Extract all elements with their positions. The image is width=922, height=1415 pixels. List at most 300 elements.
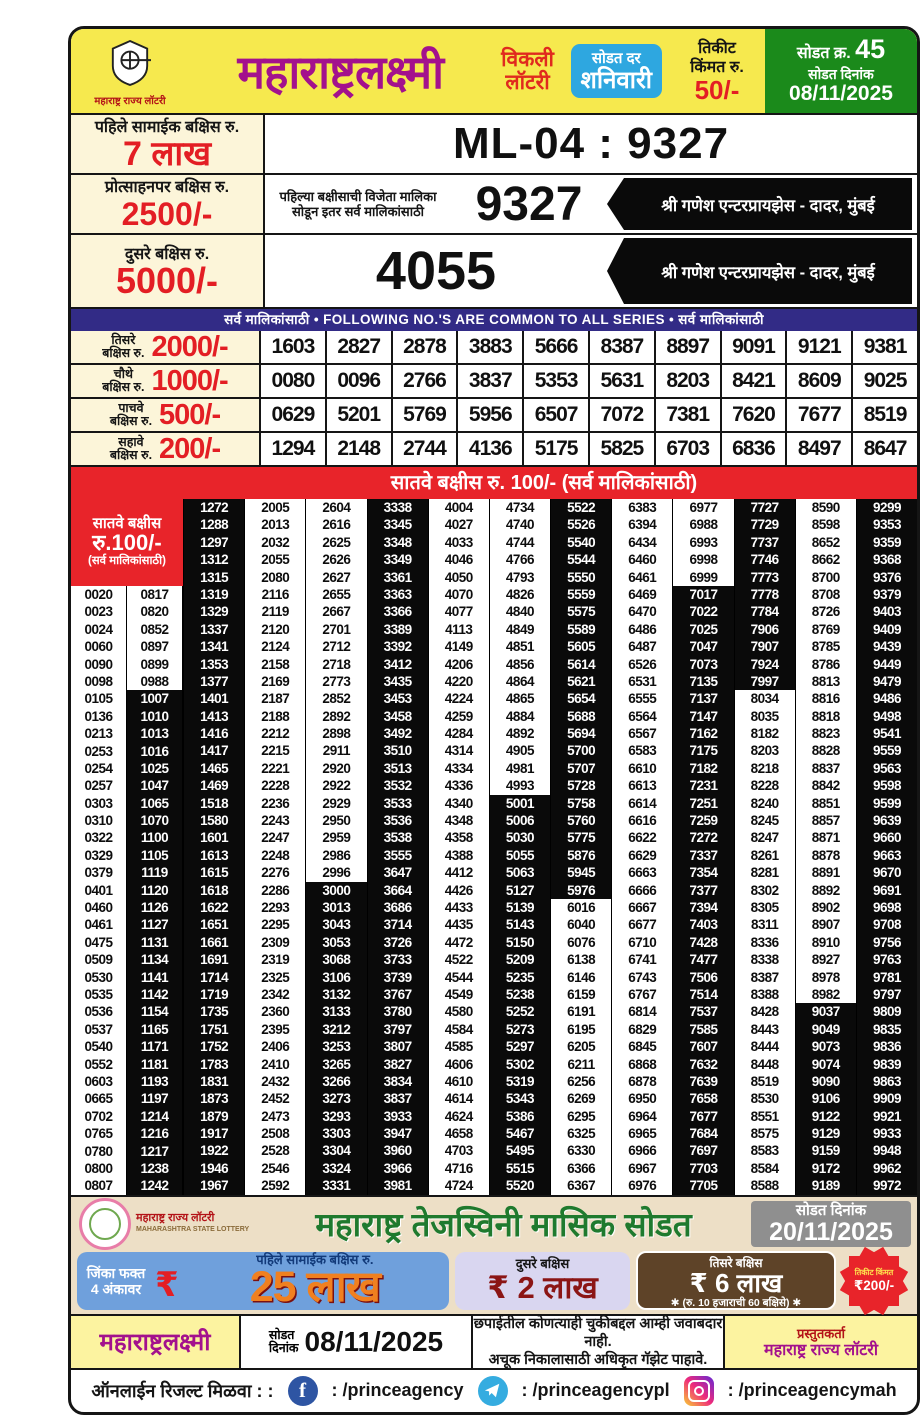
seventh-prize-number: 8588 <box>735 1177 795 1194</box>
seventh-prize-number: 6191 <box>551 1003 611 1020</box>
seventh-prize-number: 3043 <box>306 916 366 933</box>
seventh-prize-number: 7022 <box>673 603 733 620</box>
prize-number: 8519 <box>851 399 917 431</box>
seventh-prize-number: 8034 <box>735 690 795 707</box>
seventh-prize-number: 2959 <box>306 829 366 846</box>
seventh-prize-number: 2625 <box>306 534 366 551</box>
seventh-prize-number: 0379 <box>71 864 126 881</box>
prize-number: 5956 <box>456 399 522 431</box>
seventh-prize-number: 8927 <box>796 951 856 968</box>
seventh-prize-number: 8575 <box>735 1125 795 1142</box>
seventh-prize-number: 9479 <box>857 673 917 690</box>
seventh-prize-number: 9449 <box>857 656 917 673</box>
seventh-prize-number: 2616 <box>306 516 366 533</box>
seventh-prize-number: 1831 <box>184 1073 244 1090</box>
seventh-prize-number: 6950 <box>612 1090 672 1107</box>
seventh-prize-number: 0060 <box>71 638 126 655</box>
seventh-prize-number: 0852 <box>127 621 182 638</box>
seventh-prize-number: 6555 <box>612 690 672 707</box>
seventh-prize-number: 1312 <box>184 551 244 568</box>
seventh-prize-number: 5694 <box>551 725 611 742</box>
seventh-prize-number: 6195 <box>551 1021 611 1038</box>
seventh-prize-number: 9933 <box>857 1125 917 1142</box>
seventh-prize-number: 5001 <box>490 795 550 812</box>
prize-number: 5631 <box>588 365 654 397</box>
seventh-prize-number: 0540 <box>71 1038 126 1055</box>
seventh-prize-number: 1016 <box>127 743 182 760</box>
seventh-prize-number: 3132 <box>306 986 366 1003</box>
seventh-prize-number: 7428 <box>673 934 733 951</box>
seventh-prize-number: 0897 <box>127 638 182 655</box>
prize-number: 9121 <box>785 331 851 363</box>
seventh-prize-number: 3726 <box>368 934 428 951</box>
seventh-prize-number: 6583 <box>612 742 672 759</box>
seventh-prize-label: सातवे बक्षीस रु.100/- (सर्व मालिकांसाठी) <box>71 499 183 586</box>
seventh-prize-number: 9836 <box>857 1038 917 1055</box>
seventh-prize-number: 2773 <box>306 673 366 690</box>
seventh-prize-number: 7025 <box>673 621 733 638</box>
seventh-prize-number: 1691 <box>184 951 244 968</box>
seventh-prize-number: 8583 <box>735 1142 795 1159</box>
seventh-prize-number: 9299 <box>857 499 917 516</box>
seventh-prize-number: 5139 <box>490 899 550 916</box>
seventh-prize-number: 3533 <box>368 795 428 812</box>
seventh-prize-number: 2119 <box>245 603 305 620</box>
promo-second-prize-box: दुसरे बक्षिस ₹ 2 लाख <box>455 1252 630 1310</box>
seventh-prize-number: 7514 <box>673 986 733 1003</box>
seventh-prize-number: 1401 <box>184 690 244 707</box>
seventh-prize-number: 7997 <box>735 673 795 690</box>
seventh-prize-number: 9403 <box>857 603 917 620</box>
seventh-prize-number: 1618 <box>184 882 244 899</box>
seventh-prize-number: 7639 <box>673 1073 733 1090</box>
seventh-prize-number: 4716 <box>429 1160 489 1177</box>
seventh-prize-number: 1134 <box>127 951 182 968</box>
telegram-handle: : /princeagencypl <box>521 1380 670 1401</box>
seventh-prize-number: 6434 <box>612 534 672 551</box>
seventh-prize-number: 4340 <box>429 795 489 812</box>
seventh-prize-number: 4426 <box>429 882 489 899</box>
seventh-prize-number: 6845 <box>612 1038 672 1055</box>
prize-number: 2766 <box>391 365 457 397</box>
seventh-prize-number: 6878 <box>612 1073 672 1090</box>
seventh-prize-number: 6269 <box>551 1090 611 1107</box>
seventh-prize-number: 3714 <box>368 916 428 933</box>
consolation-note: पहिल्या बक्षीसाची विजेता मालिका सोडून इतर सर्व मालिकांसाठी <box>279 189 437 219</box>
footer-draw-date: सोडत दिनांक 08/11/2025 <box>241 1316 473 1368</box>
seventh-prize-number: 2627 <box>306 569 366 586</box>
seventh-prize-number: 0401 <box>71 882 126 899</box>
seventh-prize-number: 7137 <box>673 690 733 707</box>
seventh-prize-number: 4004 <box>429 499 489 516</box>
prize-number: 9025 <box>851 365 917 397</box>
consolation-prize-row <box>71 175 917 235</box>
seventh-prize-number: 1119 <box>127 864 182 881</box>
seventh-prize-number: 5522 <box>551 499 611 516</box>
seventh-prize-number: 0807 <box>71 1177 126 1194</box>
seventh-prize-number: 4046 <box>429 551 489 568</box>
seventh-prize-number: 0817 <box>127 586 182 603</box>
seventh-prize-number: 2342 <box>245 986 305 1003</box>
seventh-prize-number: 1010 <box>127 708 182 725</box>
seventh-prize-number: 5209 <box>490 951 550 968</box>
seventh-prize-number: 6076 <box>551 934 611 951</box>
consolation-number: 9327 <box>475 177 583 231</box>
seventh-prize-number: 3338 <box>368 499 428 516</box>
seventh-prize-number: 6663 <box>612 864 672 881</box>
seventh-prize-number: 9129 <box>796 1125 856 1142</box>
common-series-band: सर्व मालिकांसाठी • FOLLOWING NO.'S ARE COMMON TO ALL SERIES • सर्व मालिकांसाठी <box>71 309 917 331</box>
seventh-prize-number: 8336 <box>735 934 795 951</box>
seventh-prize-number: 8910 <box>796 934 856 951</box>
seventh-prize-number: 8203 <box>735 742 795 759</box>
seventh-prize-number: 5343 <box>490 1090 550 1107</box>
seventh-prize-number: 1735 <box>184 1003 244 1020</box>
seventh-prize-number: 1197 <box>127 1090 182 1107</box>
seventh-prize-number: 5467 <box>490 1125 550 1142</box>
seventh-prize-number: 3933 <box>368 1108 428 1125</box>
seventh-prize-number: 3106 <box>306 969 366 986</box>
seventh-prize-number: 8828 <box>796 742 856 759</box>
ticket-price: 50/- <box>694 74 740 105</box>
seventh-prize-number: 2592 <box>245 1177 305 1194</box>
seventh-prize-number: 2626 <box>306 551 366 568</box>
seventh-prize-number: 3733 <box>368 951 428 968</box>
seventh-prize-number: 5758 <box>551 795 611 812</box>
seventh-prize-number: 6677 <box>612 916 672 933</box>
seventh-prize-number: 1171 <box>127 1038 182 1055</box>
prize-number: 9091 <box>720 331 786 363</box>
first-prize-number: ML-04 : 9327 <box>452 119 730 168</box>
seventh-prize-number: 1329 <box>184 603 244 620</box>
seventh-prize-number: 6531 <box>612 673 672 690</box>
seventh-prize-column <box>71 586 127 1195</box>
seventh-prize-number: 7684 <box>673 1125 733 1142</box>
seventh-prize-number: 2395 <box>245 1021 305 1038</box>
seventh-prize-number: 2929 <box>306 795 366 812</box>
minor-prize-label: चौथे बक्षिस रु. 1000/- <box>71 365 261 397</box>
seventh-prize-number: 1377 <box>184 673 244 690</box>
seventh-prize-number: 3435 <box>368 673 428 690</box>
seventh-prize-number: 8652 <box>796 534 856 551</box>
seventh-prize-number: 8708 <box>796 586 856 603</box>
seventh-prize-number: 2528 <box>245 1142 305 1159</box>
seventh-prize-number: 5575 <box>551 603 611 620</box>
seventh-prize-number: 4549 <box>429 986 489 1003</box>
seventh-prize-number: 9660 <box>857 829 917 846</box>
seventh-prize-number: 7746 <box>735 551 795 568</box>
seventh-prize-number: 5030 <box>490 829 550 846</box>
seventh-prize-number: 4892 <box>490 725 550 742</box>
seventh-prize-number: 3647 <box>368 864 428 881</box>
seventh-prize-number: 8837 <box>796 760 856 777</box>
seventh-prize-number: 4864 <box>490 673 550 690</box>
seventh-prize-number: 5006 <box>490 812 550 829</box>
seventh-prize-number: 3780 <box>368 1003 428 1020</box>
seventh-prize-number: 2986 <box>306 847 366 864</box>
seventh-prize-number: 5775 <box>551 829 611 846</box>
prize-number: 8421 <box>720 365 786 397</box>
seventh-prize-number: 5495 <box>490 1142 550 1159</box>
prize-number: 0629 <box>271 403 315 426</box>
seventh-prize-number: 1651 <box>184 916 244 933</box>
seventh-prize-number: 4284 <box>429 725 489 742</box>
prize-number: 5666 <box>522 331 588 363</box>
rupee-icon: ₹ <box>155 1265 179 1304</box>
seventh-prize-number: 6159 <box>551 986 611 1003</box>
seventh-prize-number: 6461 <box>612 569 672 586</box>
seventh-prize-number: 0509 <box>71 951 126 968</box>
seventh-prize-number: 2432 <box>245 1073 305 1090</box>
seventh-prize-number: 4348 <box>429 812 489 829</box>
seventh-prize-number: 7073 <box>673 656 733 673</box>
seventh-prize-number: 4734 <box>490 499 550 516</box>
seventh-prize-number: 9122 <box>796 1108 856 1125</box>
seventh-prize-number: 5273 <box>490 1021 550 1038</box>
seventh-prize-number: 3349 <box>368 551 428 568</box>
seventh-prize-number: 3253 <box>306 1038 366 1055</box>
seventh-prize-number: 4606 <box>429 1056 489 1073</box>
seventh-prize-number: 4070 <box>429 586 489 603</box>
consolation-prize-amount: 2500/- <box>121 196 213 232</box>
consolation-prize-label: प्रोत्साहनपर बक्षिस रु. 2500/- <box>71 175 265 233</box>
seventh-prize-number: 8584 <box>735 1160 795 1177</box>
seventh-prize-number: 9359 <box>857 534 917 551</box>
promo-top <box>71 1197 917 1251</box>
seventh-prize-number: 5386 <box>490 1108 550 1125</box>
seventh-prize-number: 0105 <box>71 690 126 707</box>
seventh-prize-number: 9962 <box>857 1160 917 1177</box>
minor-prize-label: सहावे बक्षिस रु. 200/- <box>71 433 261 465</box>
seventh-prize-number: 9368 <box>857 551 917 568</box>
seventh-prize-number: 2911 <box>306 742 366 759</box>
seventh-prize-number: 1315 <box>184 569 244 586</box>
seventh-prize-number: 6710 <box>612 934 672 951</box>
seventh-prize-number: 9563 <box>857 760 917 777</box>
seventh-prize-number: 7703 <box>673 1160 733 1177</box>
seventh-prize-number: 7337 <box>673 847 733 864</box>
seventh-prize-number: 1946 <box>184 1160 244 1177</box>
seventh-prize-number: 8857 <box>796 812 856 829</box>
prize-number: 9381 <box>851 331 917 363</box>
seventh-prize-number: 6616 <box>612 812 672 829</box>
seventh-prize-number: 3981 <box>368 1177 428 1194</box>
seventh-prize-number: 7403 <box>673 916 733 933</box>
seventh-prize-number: 8035 <box>735 708 795 725</box>
seventh-prize-number: 9972 <box>857 1177 917 1194</box>
seventh-prize-number: 0024 <box>71 621 126 638</box>
seventh-prize-number: 6767 <box>612 986 672 1003</box>
seventh-prize-number: 1131 <box>127 934 182 951</box>
seventh-prize-number: 8598 <box>796 516 856 533</box>
ticket-price-box: तिकीट किंमत रु. 50/- <box>690 39 744 105</box>
seventh-prize-number: 9353 <box>857 516 917 533</box>
prize-number: 5201 <box>325 399 391 431</box>
seventh-prize-number: 3510 <box>368 742 428 759</box>
seventh-prize-number: 1580 <box>184 812 244 829</box>
footer-info-row <box>71 1314 917 1368</box>
seventh-prize-number: 2473 <box>245 1108 305 1125</box>
seventh-prize-number: 7607 <box>673 1038 733 1055</box>
seventh-prize-number: 2360 <box>245 1003 305 1020</box>
seventh-prize-number: 3133 <box>306 1003 366 1020</box>
seventh-prize-number: 6016 <box>551 899 611 916</box>
seventh-prize-number: 3492 <box>368 725 428 742</box>
prize-number: 1603 <box>271 335 315 358</box>
seventh-prize-number: 2116 <box>245 586 305 603</box>
seventh-prize-number: 6977 <box>673 499 733 516</box>
seventh-prize-number: 7537 <box>673 1003 733 1020</box>
seventh-prize-number: 2080 <box>245 569 305 586</box>
seventh-prize-number: 6622 <box>612 829 672 846</box>
prize-number: 4136 <box>456 433 522 465</box>
second-prize-row <box>71 235 917 309</box>
seventh-prize-number: 4472 <box>429 934 489 951</box>
seventh-prize-number: 6614 <box>612 795 672 812</box>
seventh-prize-number: 2032 <box>245 534 305 551</box>
seventh-prize-number: 5976 <box>551 882 611 899</box>
seventh-prize-number: 3212 <box>306 1021 366 1038</box>
minor-prize-label: पाचवे बक्षिस रु. 500/- <box>71 399 261 431</box>
seventh-prize-number: 5760 <box>551 812 611 829</box>
seventh-prize-number: 6460 <box>612 551 672 568</box>
seventh-prize-number: 1025 <box>127 760 182 777</box>
seventh-prize-number: 1165 <box>127 1021 182 1038</box>
seventh-left-block <box>71 499 183 1195</box>
seventh-prize-number: 2248 <box>245 847 305 864</box>
prize-number: 8897 <box>654 331 720 363</box>
seventh-prize-number: 8519 <box>735 1073 795 1090</box>
prize-number: 1294 <box>271 437 315 460</box>
seventh-prize-number: 0800 <box>71 1160 126 1177</box>
promo-third-prize-amount: ₹ 6 लाख <box>689 1268 783 1299</box>
prize-number: 7620 <box>720 399 786 431</box>
seventh-prize-number: 8388 <box>735 986 795 1003</box>
seventh-prize-number: 4610 <box>429 1073 489 1090</box>
seventh-prize-number: 1341 <box>184 638 244 655</box>
seventh-prize-number: 8871 <box>796 829 856 846</box>
seventh-prize-column <box>127 586 183 1195</box>
seventh-prize-number: 1141 <box>127 969 182 986</box>
seventh-prize-number: 8311 <box>735 916 795 933</box>
seventh-prize-number: 6256 <box>551 1073 611 1090</box>
seventh-prize-column <box>734 499 795 1195</box>
seventh-prize-number: 1272 <box>184 499 244 516</box>
seventh-prize-number: 2286 <box>245 882 305 899</box>
promo-prizes <box>71 1251 917 1311</box>
seventh-prize-number: 8786 <box>796 656 856 673</box>
seventh-prize-number: 5063 <box>490 864 550 881</box>
seventh-prize-number: 2996 <box>306 864 366 881</box>
seventh-prize-number: 4624 <box>429 1108 489 1125</box>
seventh-prize-number: 5945 <box>551 864 611 881</box>
seventh-prize-number: 0257 <box>71 777 126 794</box>
first-prize-amount: 7 लाख <box>122 135 212 173</box>
seventh-prize-number: 7231 <box>673 777 733 794</box>
draw-number-box: सोडत क्र. 45 सोडत दिनांक 08/11/2025 <box>765 29 917 113</box>
seventh-prize-number: 4793 <box>490 569 550 586</box>
seventh-prize-number: 7506 <box>673 969 733 986</box>
seventh-prize-number: 0090 <box>71 656 126 673</box>
seventh-prize-number: 9781 <box>857 969 917 986</box>
seventh-prize-number: 6964 <box>612 1108 672 1125</box>
win-label: जिंका फक्त 4 अंकावर <box>86 1264 146 1297</box>
seventh-prize-number: 2309 <box>245 934 305 951</box>
seventh-prize-number: 7773 <box>735 569 795 586</box>
seventh-prize-number: 2655 <box>306 586 366 603</box>
facebook-handle: : /princeagency <box>331 1380 464 1401</box>
seventh-prize-number: 2319 <box>245 951 305 968</box>
seventh-prize-number: 7377 <box>673 882 733 899</box>
seventh-prize-number: 8851 <box>796 795 856 812</box>
seventh-prize-number: 8444 <box>735 1038 795 1055</box>
seventh-prize-number: 3536 <box>368 812 428 829</box>
seventh-prize-number: 4388 <box>429 847 489 864</box>
promo-second-prize-amount: ₹ 2 लाख <box>487 1269 598 1305</box>
seventh-prize-number: 1615 <box>184 864 244 881</box>
seventh-prize-number: 9763 <box>857 951 917 968</box>
seventh-prize-number: 1879 <box>184 1108 244 1125</box>
minor-prize-row <box>71 399 917 433</box>
draw-number: 45 <box>855 33 886 64</box>
seventh-prize-number: 2293 <box>245 899 305 916</box>
seventh-prize-number: 8240 <box>735 795 795 812</box>
seventh-prize-number: 6829 <box>612 1021 672 1038</box>
seventh-prize-number: 8182 <box>735 725 795 742</box>
seventh-prize-number: 2295 <box>245 916 305 933</box>
seventh-prize-number: 3960 <box>368 1142 428 1159</box>
seventh-prize-number: 8813 <box>796 673 856 690</box>
seventh-prize-column <box>489 499 550 1195</box>
seventh-prize-column <box>795 499 856 1195</box>
seventh-prize-number: 6814 <box>612 1003 672 1020</box>
seventh-prize-number: 4522 <box>429 951 489 968</box>
seventh-prize-number: 6526 <box>612 656 672 673</box>
seventh-prize-number: 4580 <box>429 1003 489 1020</box>
seventh-prize-number: 1126 <box>127 899 182 916</box>
seventh-prize-number: 5520 <box>490 1177 550 1194</box>
seventh-prize-number: 4113 <box>429 621 489 638</box>
seventh-prize-number: 2604 <box>306 499 366 516</box>
seventh-prize-number: 4077 <box>429 603 489 620</box>
seventh-prize-number: 6040 <box>551 916 611 933</box>
seventh-prize-number: 0899 <box>127 656 182 673</box>
seventh-prize-number: 0536 <box>71 1003 126 1020</box>
seventh-prize-number: 7784 <box>735 603 795 620</box>
seventh-prize-grid <box>71 499 917 1195</box>
seventh-prize-number: 9541 <box>857 725 917 742</box>
seventh-prize-number: 2221 <box>245 760 305 777</box>
seventh-prize-number: 0329 <box>71 847 126 864</box>
instagram-handle: : /princeagencymah <box>727 1380 897 1401</box>
seventh-prize-number: 3797 <box>368 1021 428 1038</box>
seventh-prize-number: 9698 <box>857 899 917 916</box>
seventh-prize-number: 7737 <box>735 534 795 551</box>
seventh-prize-number: 8726 <box>796 603 856 620</box>
seventh-prize-number: 6743 <box>612 969 672 986</box>
seventh-prize-number: 1238 <box>127 1160 182 1177</box>
prize-number: 8203 <box>654 365 720 397</box>
seventh-prize-number: 3363 <box>368 586 428 603</box>
seventh-prize-number: 1622 <box>184 899 244 916</box>
seventh-prize-number: 6325 <box>551 1125 611 1142</box>
minor-prize-row <box>71 331 917 365</box>
seventh-prize-number: 3293 <box>306 1108 366 1125</box>
state-lottery-logo <box>71 29 189 113</box>
seventh-prize-number: 3513 <box>368 760 428 777</box>
seventh-prize-number: 6394 <box>612 516 672 533</box>
first-prize-label: पहिले सामाईक बक्षिस रु. 7 लाख <box>71 115 265 173</box>
